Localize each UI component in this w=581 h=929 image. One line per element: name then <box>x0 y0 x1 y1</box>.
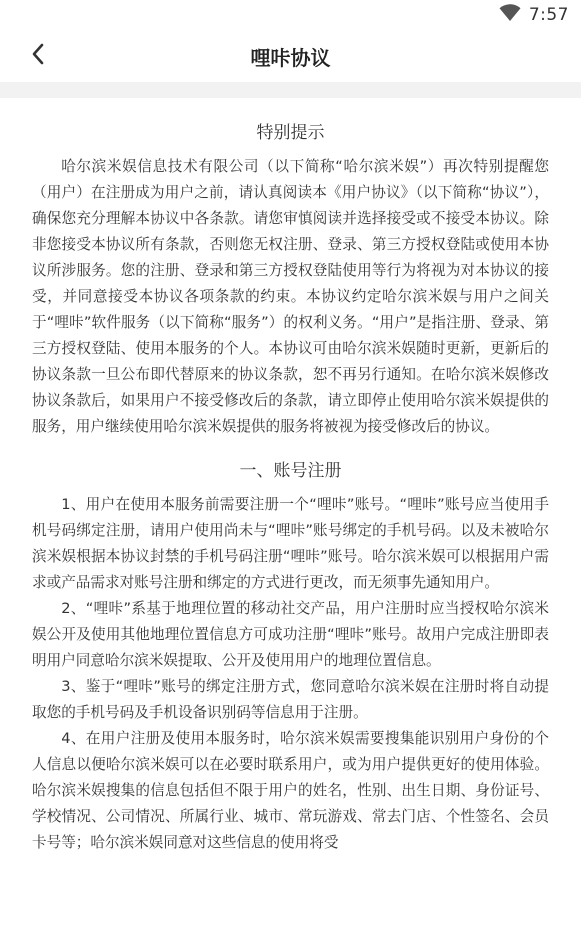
section-item: 3、鉴于“哩咔”账号的绑定注册方式，您同意哈尔滨米娱在注册时将自动提取您的手机号码及手机设备识别码等信息用于注册。 <box>32 678 549 721</box>
spacer <box>32 440 549 458</box>
agreement-content[interactable] <box>0 98 581 929</box>
status-time: 7:57 <box>528 5 569 25</box>
section-item: 4、在用户注册及使用本服务时，哈尔滨米娱需要搜集能识别用户身份的个人信息以便哈尔滨米娱可以在必要时联系用户，或为用户提供更好的使用体验。哈尔滨米娱搜集的信息包括但不限于用户的姓名，性别、出生日期、身份证号、学校情况、公司情况、所属行业、城市、常玩游戏、常去门店、个性签名、会员卡号等；哈尔滨米娱同意对这些信息的使用将受 <box>32 730 549 851</box>
status-bar <box>0 0 581 30</box>
notice-title: 特别提示 <box>256 123 325 143</box>
wifi-icon <box>499 4 521 26</box>
section-title-account-registration: 一、账号注册 <box>239 461 342 481</box>
nav-bar <box>0 30 581 82</box>
section-item: 2、“哩咔”系基于地理位置的移动社交产品，用户注册时应当授权哈尔滨米娱公开及使用其他地理位置信息方可成功注册“哩咔”账号。故用户完成注册即表明用户同意哈尔滨米娱提取、公开及使用用户的地理位置信息。 <box>32 600 549 669</box>
status-indicators <box>499 4 569 26</box>
notice-paragraph: 哈尔滨米娱信息技术有限公司（以下简称“哈尔滨米娱”）再次特别提醒您（用户）在注册成为用户之前，请认真阅读本《用户协议》（以下简称“协议”），确保您充分理解本协议中各条款。请您审慎阅读并选择接受或不接受本协议。除非您接受本协议所有条款，否则您无权注册、登录、第三方授权登陆或使用本协议所涉服务。您的注册、登录和第三方授权登陆使用等行为将视为对本协议的接受，并同意接受本协议各项条款的约束。本协议约定哈尔滨米娱与用户之间关于“哩咔”软件服务（以下简称“服务”）的权利义务。“用户”是指注册、登录、第三方授权登陆、使用本服务的个人。本协议可由哈尔滨米娱随时更新，更新后的协议条款一旦公布即代替原来的协议条款，恕不再另行通知。在哈尔滨米娱修改协议条款后，如果用户不接受修改后的条款，请立即停止使用哈尔滨米娱提供的服务，用户继续使用哈尔滨米娱提供的服务将被视为接受修改后的协议。 <box>32 158 549 435</box>
header-divider <box>0 82 581 98</box>
page-title: 哩咔协议 <box>250 46 331 70</box>
section-item: 1、用户在使用本服务前需要注册一个“哩咔”账号。“哩咔”账号应当使用手机号码绑定注册，请用户使用尚未与“哩咔”账号绑定的手机号码。以及未被哈尔滨米娱根据本协议封禁的手机号码注册“哩咔”账号。哈尔滨米娱可以根据用户需求或产品需求对账号注册和绑定的方式进行更改，而无须事先通知用户。 <box>32 496 549 591</box>
